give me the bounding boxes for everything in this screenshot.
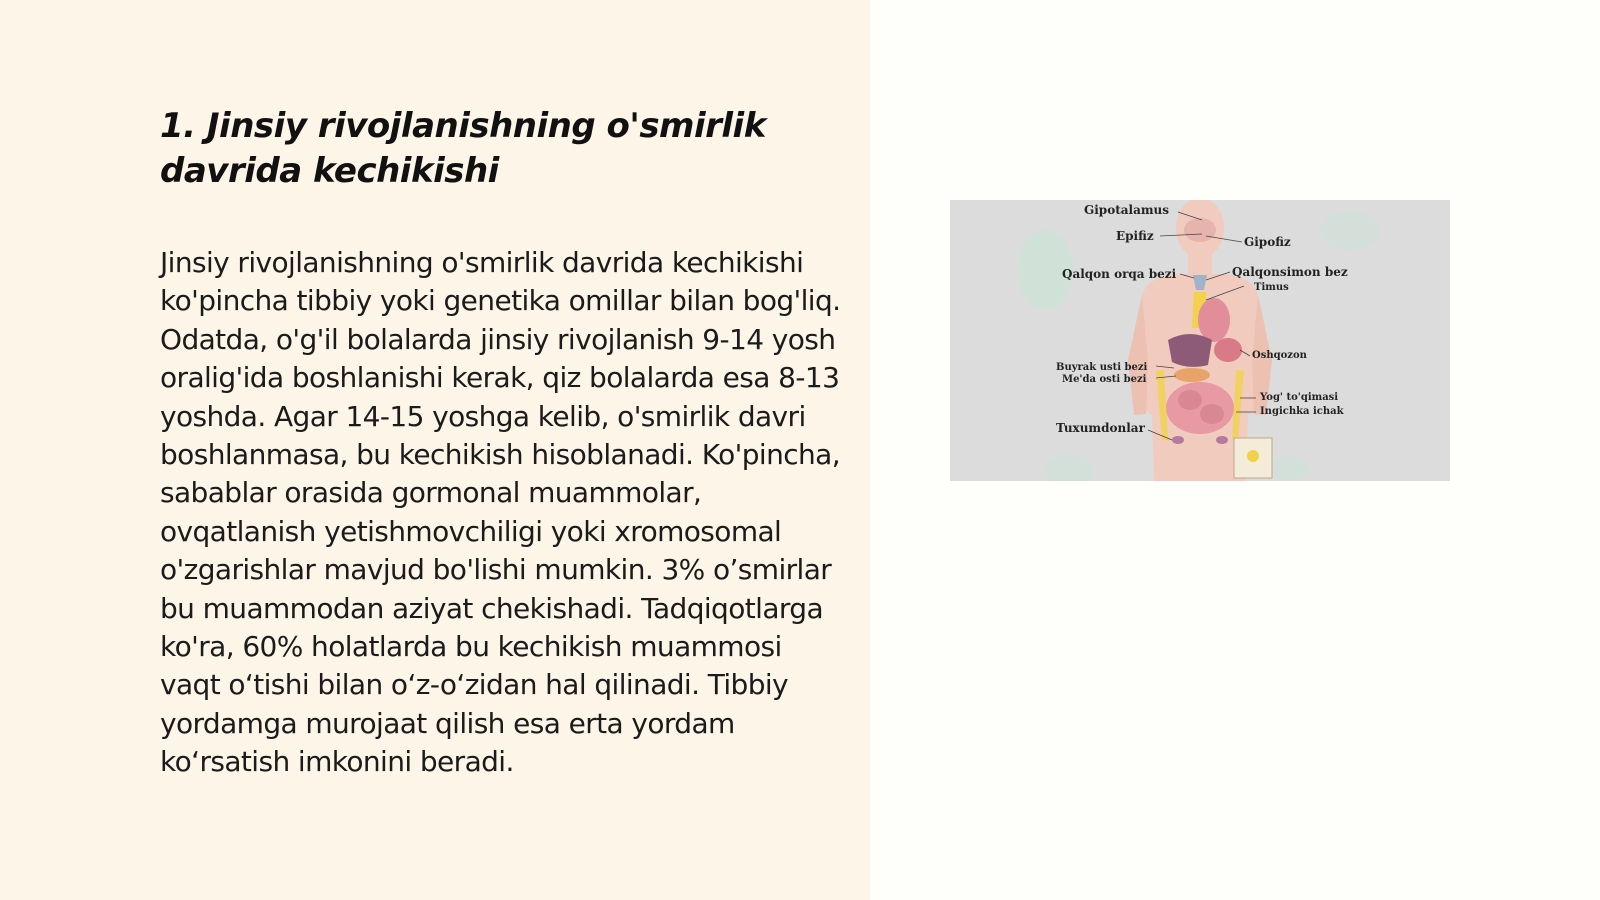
decor-blob	[1045, 455, 1095, 481]
anatomy-illustration	[950, 200, 1450, 481]
label-meda-osti-bezi: Me'da osti bezi	[1062, 374, 1147, 385]
brain	[1184, 218, 1216, 242]
decor-blob	[1270, 456, 1310, 480]
label-buyrak-usti-bezi: Buyrak usti bezi	[1056, 362, 1148, 373]
label-qalqon-orqa-bezi: Qalqon orqa bezi	[1062, 267, 1177, 281]
ovaries	[1172, 436, 1184, 444]
intestines	[1166, 382, 1234, 434]
label-oshqozon: Oshqozon	[1252, 350, 1307, 361]
label-yog-toqimasi: Yog' to'qimasi	[1260, 392, 1339, 403]
decor-blob	[1320, 210, 1380, 250]
label-gipotalamus: Gipotalamus	[1084, 203, 1170, 217]
label-epifiz: Epifiz	[1116, 229, 1154, 243]
heart	[1198, 298, 1230, 342]
stomach	[1214, 338, 1242, 362]
pancreas	[1174, 368, 1210, 382]
label-gipofiz: Gipofiz	[1244, 235, 1291, 249]
slide-body-text: Jinsiy rivojlanishning o'smirlik davrida kechikishi ko'pincha tibbiy yoki genetika omillar bilan bog'liq. Odatda, o'g'il bolalarda jinsiy rivojlanish 9-14 yosh oralig'ida boshlanishi kerak, qiz bolalarda esa 8-13 yoshda. Agar 14-15 yoshga kelib, o'smirlik davri boshlanmasa, bu kechikish hisoblanadi. Ko'pincha, sabablar orasida gormonal muammolar, ovqatlanish yetishmovchiligi yoki xromosomal o'zgarishlar mavjud bo'lishi mumkin. 3% o’smirlar bu muammodan aziyat chekishadi. Tadqiqotlarga ko'ra, 60% holatlarda bu kechikish muammosi vaqt o‘tishi bilan o‘z-o‘zidan hal qilinadi. Tibbiy yordamga murojaat qilish esa erta yordam ko‘rsatish imkonini beradi.	[160, 246, 841, 779]
label-tuxumdonlar: Tuxumdonlar	[1056, 421, 1145, 435]
liver	[1168, 334, 1212, 367]
endocrine-system-diagram	[950, 200, 1450, 481]
label-timus: Timus	[1254, 282, 1289, 293]
label-qalqonsimon-bez: Qalqonsimon bez	[1232, 265, 1348, 279]
label-ingichka-ichak: Ingichka ichak	[1260, 406, 1344, 417]
slide-title: 1. Jinsiy rivojlanishning o'smirlik davrida kechikishi	[160, 106, 766, 191]
